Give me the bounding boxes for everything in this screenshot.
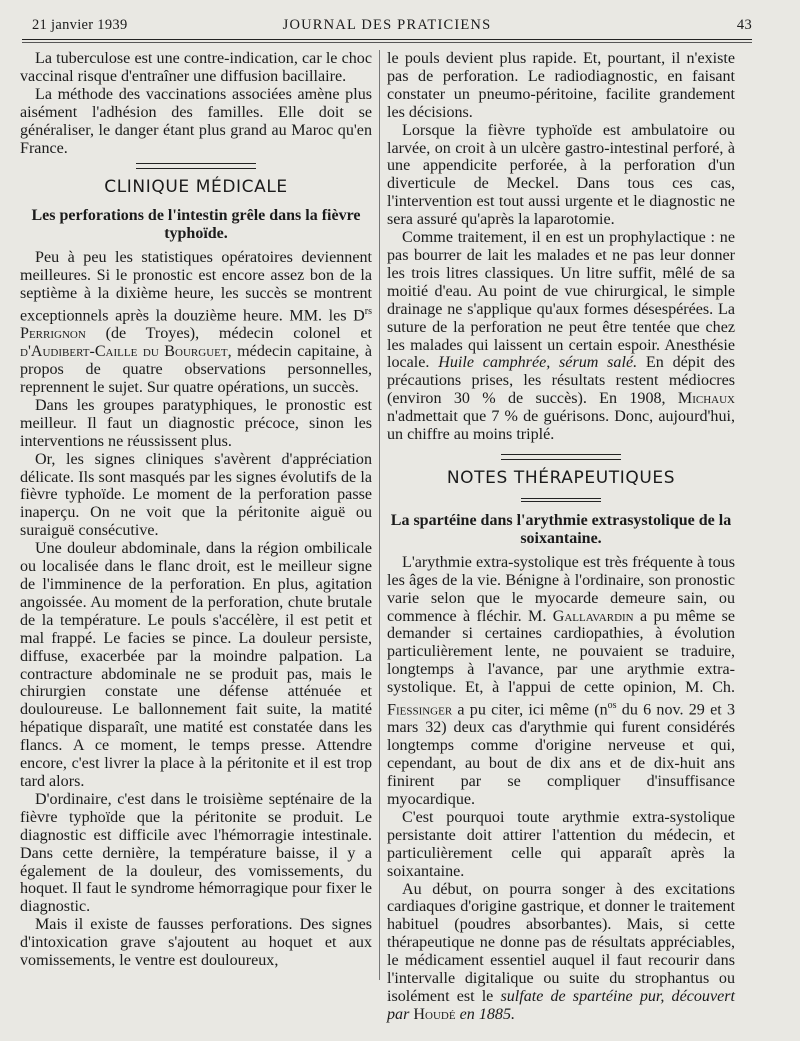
article-title: La spartéine dans l'arythmie extrasystolique de la soixantaine. bbox=[390, 511, 732, 547]
author-name: Houdé bbox=[413, 1005, 456, 1023]
right-column bbox=[387, 50, 735, 1024]
paragraph: Peu à peu les statistiques opératoires deviennent meilleures. Si le pronostic est encore assez bon de la septième à la dixième heure, les succès se montrent exceptionnels après la douzième heure. MM. les $D^{rs}$ Perrignon (de Troyes), médecin colonel et d'Audibert-Caille du Bourguet, médecin capitaine, à propos de quatre observations personnelles, reprennent le sujet. Sur quatre opérations, un succès. bbox=[20, 249, 373, 397]
paragraph: D'ordinaire, c'est dans le troisième septénaire de la fièvre typhoïde que la péritonite se produit. Le diagnostic est difficile avec l'hémorragie intestinale. Dans cette dernière, la température baisse, il y a également de la douleur, des vomissements, du hoquet. Il faut le syndrome hémorragique pour fixer le diagnostic. bbox=[20, 790, 372, 916]
section-ornament bbox=[521, 498, 601, 502]
paragraph: Lorsque la fièvre typhoïde est ambulatoire ou larvée, on croit à un ulcère gastro-intestinal perforé, à une appendicite perforée, à la perforation d'un diverticule de Meckel. Dans tous ces cas, l'intervention est tout aussi urgente et le diagnostic ne sera assuré qu'après la laparotomie. bbox=[387, 121, 735, 229]
paragraph: L'arythmie extra-systolique est très fréquente à tous les âges de la vie. Bénigne à l'ordinaire, son pronostic varie selon que le myocarde demeure sain, ou commence à fléchir. M. Gallavardin a pu même se demander si certaines cardiopathies, à évolution particulièrement lente, ne pouvaient se traduire, longtemps à l'avance, par une arythmie extra-systolique. Et, à l'appui de cette opinion, M. Ch. Fiessinger a pu citer, ici même ($n^{os}$ du 6 nov. 29 et 3 mars 32) deux cas d'arythmie qui furent considérés longtemps comme d'origine nerveuse et qui, cependant, au bout de dix ans et de dix-huit ans finirent par se compliquer d'insuffisance myocardique. bbox=[387, 553, 736, 808]
section-title: CLINIQUE MÉDICALE bbox=[104, 177, 288, 198]
paragraph: Comme traitement, il en est un prophylactique : ne pas bourrer de lait les malades et ne pas leur donner les trois litres classiques. Un litre suffit, mêlé de sa moitié d'eau. Au point de vue chirurgical, le simple drainage ne s'applique qu'aux formes désespérées. La suture de la perforation ne peut être tentée que chez les malades qui laissent un certain espoir. Anesthésie locale. Huile camphrée, sérum salé. En dépit des précautions prises, les résultats restent médiocres (environ 30 % de succès). En 1908, Michaux n'admettait que 7 % de guérisons. Donc, aujourd'hui, un chiffre au moins triplé. bbox=[387, 229, 735, 444]
paragraph: C'est pourquoi toute arythmie extra-systolique persistante doit attirer l'attention du médecin, et particulièrement celle qui apparaît après la soixantaine. bbox=[387, 808, 735, 880]
article-title: Les perforations de l'intestin grêle dans la fièvre typhoïde. bbox=[31, 207, 361, 243]
paragraph: Or, les signes cliniques s'avèrent d'appréciation délicate. Ils sont masqués par les signes évolutifs de la fièvre typhoïde. Le moment de la perforation passe inaperçu. On ne voit que la péritonite aiguë ou suraiguë consécutive. bbox=[20, 450, 372, 540]
section-ornament bbox=[136, 163, 256, 169]
paragraph: Mais il existe de fausses perforations. Des signes d'intoxication grave s'ajoutent au hoquet et aux vomissements, le ventre est douloureux, bbox=[20, 916, 372, 970]
journal-title: JOURNAL DES PRATICIENS bbox=[282, 17, 492, 33]
paragraph: La tuberculose est une contre-indication, car le choc vaccinal risque d'entraîner une diffusion bacillaire. bbox=[20, 50, 372, 85]
author-name: d'Audibert-Caille du Bourguet bbox=[20, 343, 228, 361]
paragraph: Dans les groupes paratyphiques, le pronostic est meilleur. Il faut un diagnostic précoce, sinon les interventions ne réussissent plus. bbox=[20, 396, 372, 450]
author-name: Perrignon bbox=[20, 325, 86, 343]
author-name: Michaux bbox=[677, 390, 735, 408]
page-number: 43 bbox=[736, 17, 752, 33]
issue-date: 21 janvier 1939 bbox=[32, 17, 128, 33]
paragraph: Une douleur abdominale, dans la région ombilicale ou localisée dans le flanc droit, est le meilleur signe de l'imminence de la perforation. En plus, agitation angoissée. Au moment de la perforation, chute brutale de la température. Le pouls s'accélère, il est petit et mal frappé. Le facies se pince. La douleur persiste, diffuse, exacerbée par la moindre palpation. La contracture abdominale ne se produit pas, mais le chirurgien constate une défense atténuée et douloureuse. Le ballonnement fait suite, la matité hépatique disparaît, une matité est constatée dans les flancs. A ce moment, le temps presse. Attendre encore, c'est livrer la place à la péritonite et il est trop tard alors. bbox=[20, 540, 372, 790]
paragraph: La méthode des vaccinations associées amène plus aisément l'adhésion des familles. Elle doit se généraliser, le danger étant plus grand au Maroc qu'en France. bbox=[20, 85, 372, 157]
author-name: Gallavardin bbox=[552, 607, 634, 625]
page-header bbox=[22, 14, 752, 40]
author-name: Fiessinger bbox=[387, 701, 453, 719]
left-column bbox=[20, 50, 372, 970]
header-rule-thin bbox=[22, 42, 752, 43]
column-divider bbox=[379, 50, 380, 980]
paragraph: Au début, on pourra songer à des excitations cardiaques d'origine gastrique, et donner le traitement habituel (poudres absorbantes). Mais, si cette thérapeutique ne donne pas de résultats appréciables, le médicament essentiel auquel il faut recourir dans l'intervalle digitalique ou suite du strophantus ou isolément est le sulfate de spartéine pur, découvert par Houdé en 1885. bbox=[387, 880, 736, 1023]
header-rule bbox=[22, 39, 752, 40]
paragraph: le pouls devient plus rapide. Et, pourtant, il n'existe pas de perforation. Le radiodiagnostic, en faisant constater un pneumo-péritoine, facilite grandement les décisions. bbox=[387, 50, 735, 121]
section-ornament bbox=[501, 454, 621, 460]
section-title: NOTES THÉRAPEUTIQUES bbox=[446, 467, 676, 488]
